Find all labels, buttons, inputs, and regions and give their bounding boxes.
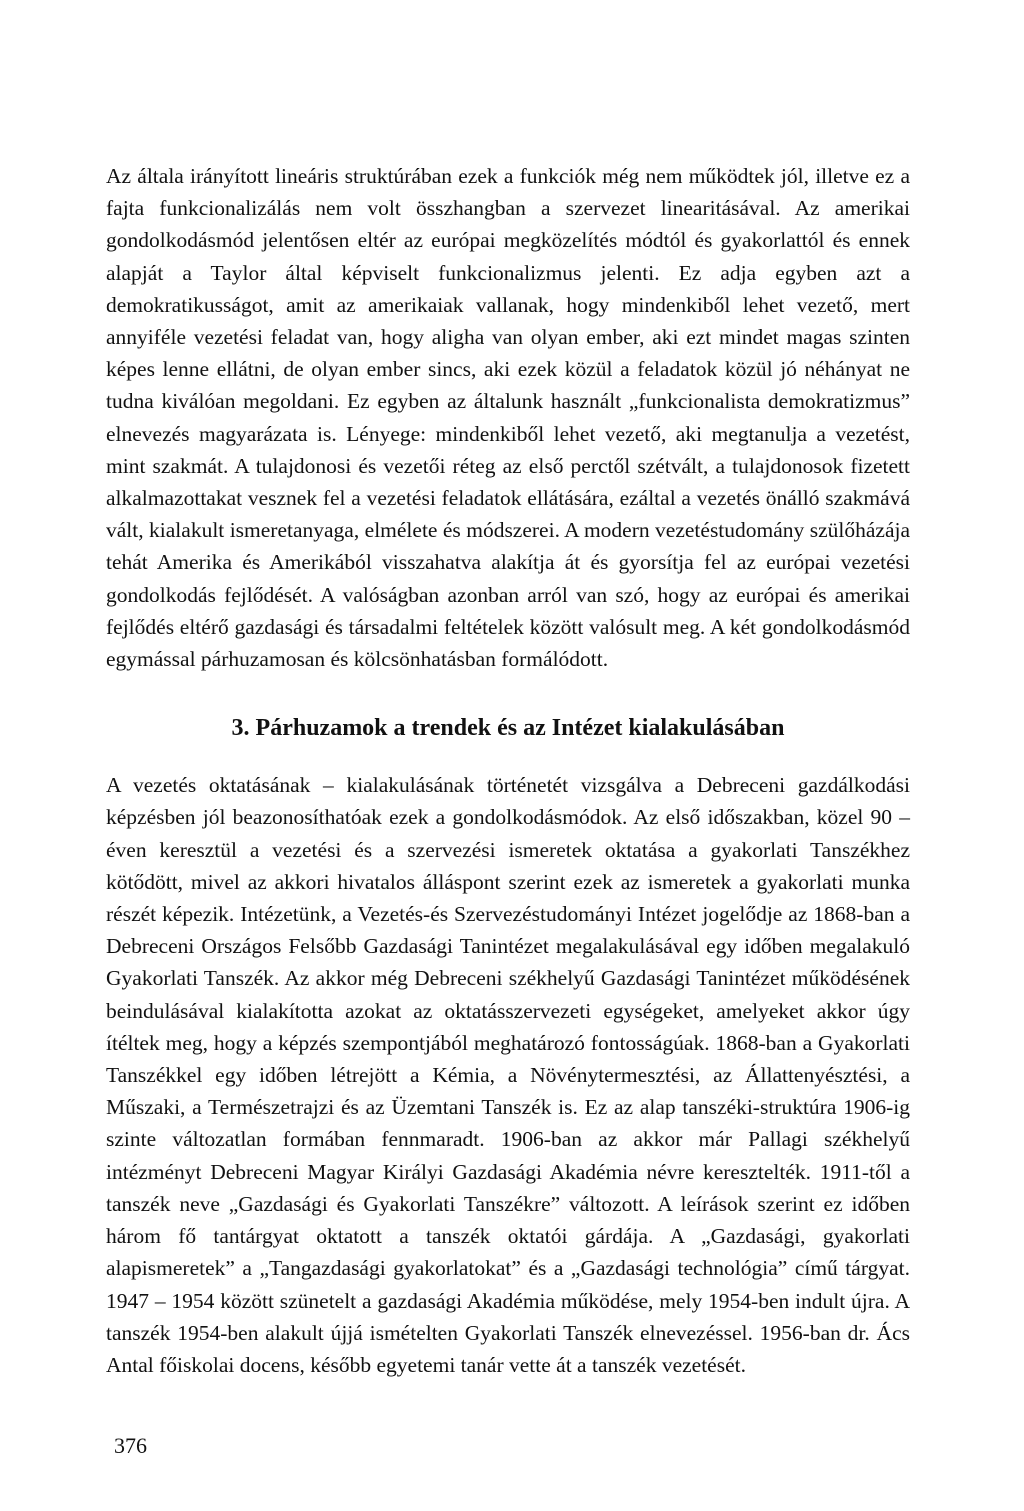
page-body [106, 160, 910, 1381]
paragraph-history: A vezetés oktatásának – kialakulásának történetét vizsgálva a Debreceni gazdálkodási képzésben jól beazonosíthatóak ezek a gondolkodásmódok. Az első időszakban, közel 90 – éven keresztül a vezetési és a szervezési ismeretek oktatása a gyakorlati Tanszékhez kötődött, mivel az akkori hivatalos álláspont szerint ezek az ismeretek a gyakorlati munka részét képezik. Intézetünk, a Vezetés-és Szervezéstudományi Intézet jogelődje az 1868-ban a Debreceni Országos Felsőbb Gazdasági Tanintézet megalakulásával egy időben megalakuló Gyakorlati Tanszék. Az akkor még Debreceni székhelyű Gazdasági Tanintézet működésének beindulásával kialakította azokat az oktatásszervezeti egységeket, amelyeket akkor úgy ítéltek meg, hogy a képzés szempontjából meghatározó fontosságúak. 1868-ban a Gyakorlati Tanszékkel egy időben létrejött a Kémia, a Növénytermesztési, az Állattenyésztési, a Műszaki, a Természetrajzi és az Üzemtani Tanszék is. Ez az alap tanszéki-struktúra 1906-ig szinte változatlan formában fennmaradt. 1906-ban az akkor már Pallagi székhelyű intézményt Debreceni Magyar Királyi Gazdasági Akadémia névre keresztelték. 1911-től a tanszék neve „Gazdasági és Gyakorlati Tanszékre” változott. A leírások szerint ez időben három fő tantárgyat oktatott a tanszék oktatói gárdája. A „Gazdasági, gyakorlati alapismeretek” a „Tangazdasági gyakorlatokat” és a „Gazdasági technológia” című tárgyat. 1947 – 1954 között szünetelt a gazdasági Akadémia működése, mely 1954-ben indult újra. A tanszék 1954-ben alakult újjá ismételten Gyakorlati Tanszék elnevezéssel. 1956-ban dr. Ács Antal főiskolai docens, később egyetemi tanár vette át a tanszék vezetését. [106, 773, 910, 1377]
paragraph-intro: Az általa irányított lineáris struktúrában ezek a funkciók még nem működtek jól, illetve ez a fajta funkcionalizálás nem volt összhangban a szervezet linearitásával. Az amerikai gondolkodásmód jelentősen eltér az európai megközelítés módtól és gyakorlattól és ennek alapját a Taylor által képviselt funkcionalizmus jelenti. Ez adja egyben azt a demokratikusságot, amit az amerikaiak vallanak, hogy mindenkiből lehet vezető, mert annyiféle vezetési feladat van, hogy aligha van olyan ember, aki ezt mindet magas szinten képes lenne ellátni, de olyan ember sincs, aki ezek közül a feladatok közül jó néhányat ne tudna kiválóan megoldani. Ez egyben az általunk használt „funkcionalista demokratizmus” elnevezés magyarázata is. Lényege: mindenkiből lehet vezető, aki megtanulja a vezetést, mint szakmát. A tulajdonosi és vezetői réteg az első perctől szétvált, a tulajdonosok fizetett alkalmazottakat vesznek fel a vezetési feladatok ellátására, ezáltal a vezetés önálló szakmává vált, kialakult ismeretanyaga, elmélete és módszerei. A modern vezetéstudomány szülőházája tehát Amerika és Amerikából visszahatva alakítja át és gyorsítja fel az európai vezetési gondolkodás fejlődését. A valóságban azonban arról van szó, hogy az európai és amerikai fejlődés eltérő gazdasági és társadalmi feltételek között valósult meg. A két gondolkodásmód egymással párhuzamosan és kölcsönhatásban formálódott. [106, 164, 910, 672]
page-number: 376 [114, 1433, 147, 1458]
section-heading: 3. Párhuzamok a trendek és az Intézet kialakulásában [231, 715, 785, 742]
